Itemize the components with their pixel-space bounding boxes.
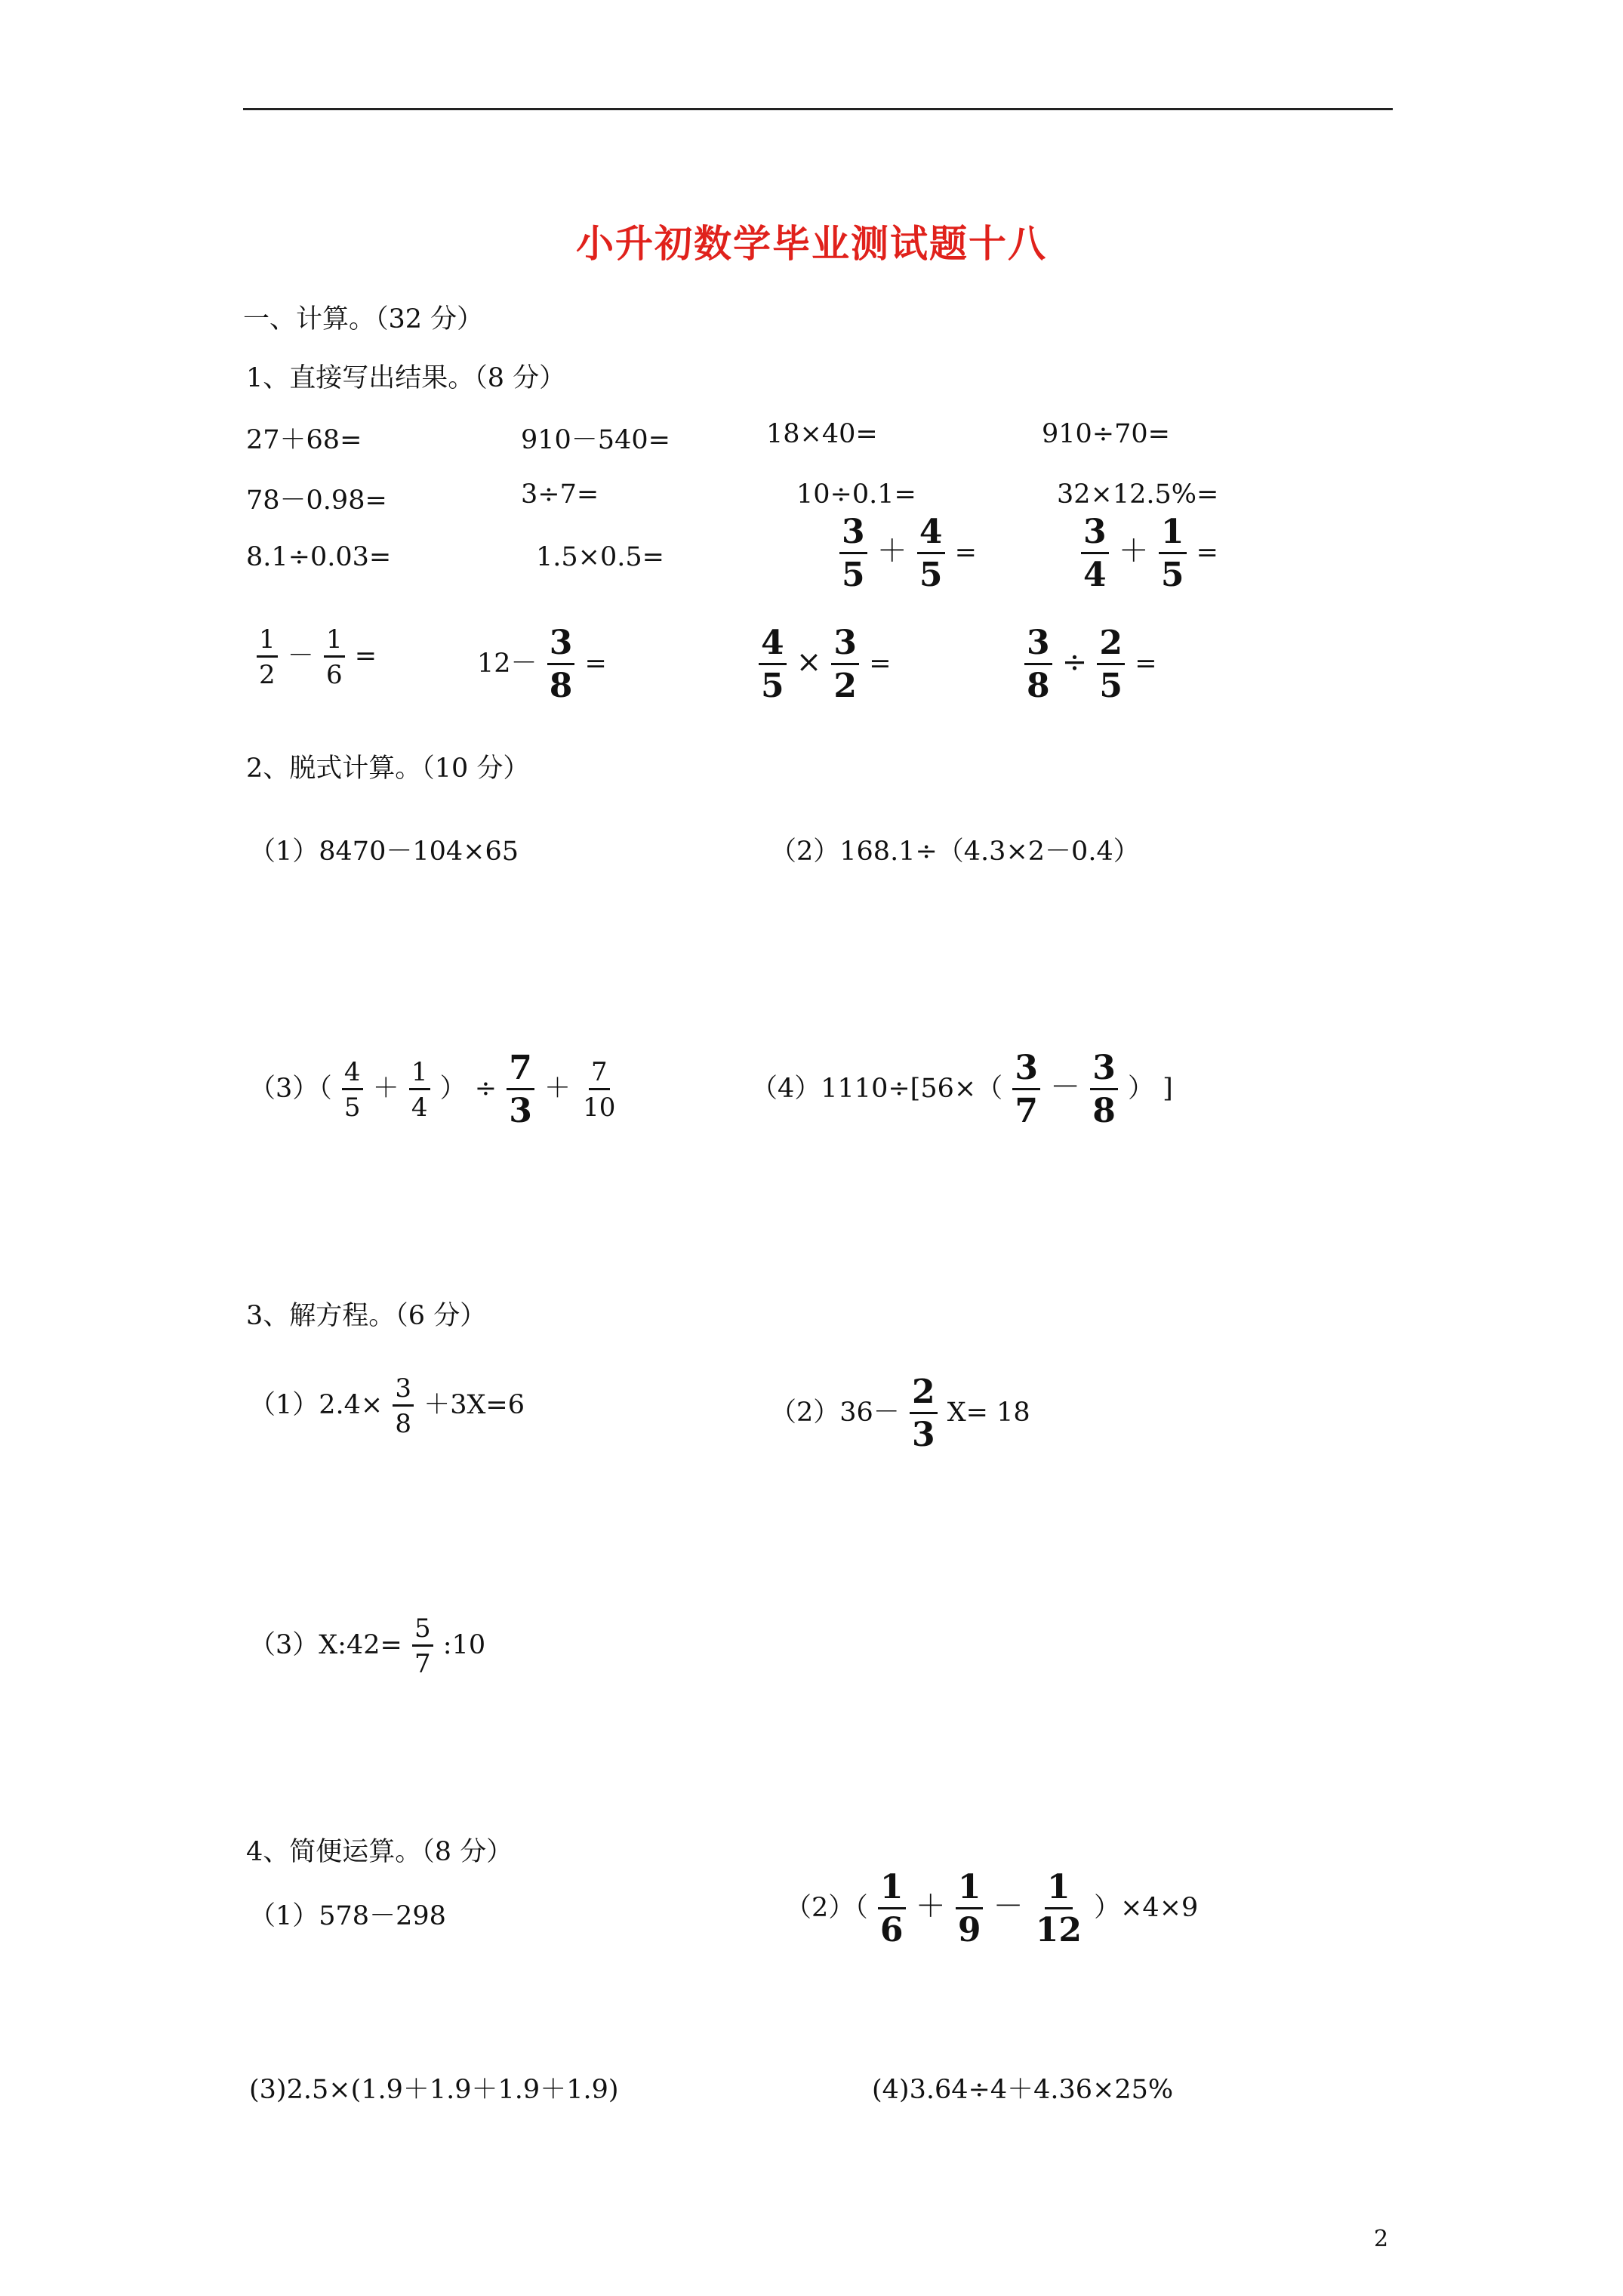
fraction: $\frac{3}{4}$ <box>1081 516 1109 592</box>
header-rule <box>243 108 1393 110</box>
fraction: $\frac{2}{3}$ <box>910 1376 938 1452</box>
q1-item: 3÷7= <box>521 479 599 510</box>
q1-item: 910－540= <box>521 425 670 455</box>
page-number: 2 <box>1374 2226 1389 2252</box>
fraction: $\frac{3}{8}$ <box>393 1376 414 1437</box>
fraction: $\frac{3}{2}$ <box>831 627 859 703</box>
fraction: $\frac{3}{8}$ <box>1090 1052 1118 1128</box>
fraction: $\frac{2}{5}$ <box>1097 627 1125 703</box>
fraction: $\frac{4}{5}$ <box>917 516 945 592</box>
fraction: $\frac{1}{2}$ <box>257 627 278 688</box>
q1-item: 78－0.98= <box>246 485 387 516</box>
fraction: $\frac{1}{4}$ <box>409 1059 430 1120</box>
q2-problem-1: （1）8470－104×65 <box>249 837 519 867</box>
q1-fraction-expression: 12－ $\frac{3}{8}$ = <box>477 624 607 705</box>
q4-problem-1: （1）578－298 <box>249 1901 446 1931</box>
fraction: $\frac{4}{5}$ <box>759 627 787 703</box>
fraction: $\frac{5}{7}$ <box>412 1616 433 1677</box>
q4-problem-3: (3)2.5×(1.9＋1.9＋1.9＋1.9) <box>249 2075 619 2105</box>
q1-heading: 1、直接写出结果。（8 分） <box>246 363 566 393</box>
fraction: $\frac{3}{7}$ <box>1012 1052 1040 1128</box>
q1-item: 910÷70= <box>1042 419 1170 449</box>
q1-fraction-expression: $\frac{3}{8}$ ÷ $\frac{2}{5}$ = <box>1023 627 1157 703</box>
q1-fraction-expression: $\frac{3}{5}$ ＋ $\frac{4}{5}$ = <box>838 516 977 592</box>
q4-problem-2: （2）（ $\frac{1}{6}$ ＋ $\frac{1}{9}$ － $\frac{1}{12}$ ）×4×9 <box>785 1868 1199 1949</box>
q2-heading: 2、脱式计算。（10 分） <box>246 754 530 784</box>
fraction: $\frac{3}{5}$ <box>839 516 867 592</box>
q3-problem-1: （1）2.4× $\frac{3}{8}$ ＋3X=6 <box>249 1373 525 1439</box>
q4-heading: 4、简便运算。（8 分） <box>246 1837 513 1867</box>
q1-fraction-expression: $\frac{3}{4}$ ＋ $\frac{1}{5}$ = <box>1079 516 1218 592</box>
fraction: $\frac{1}{5}$ <box>1159 516 1187 592</box>
fraction: $\frac{1}{6}$ <box>324 627 345 688</box>
q2-problem-2: （2）168.1÷（4.3×2－0.4） <box>770 837 1140 867</box>
q1-item: 32×12.5%= <box>1057 479 1219 510</box>
q1-fraction-expression: $\frac{1}{2}$ － $\frac{1}{6}$ = <box>255 627 377 688</box>
q1-item: 8.1÷0.03= <box>246 542 392 572</box>
q3-problem-3: （3）X:42= $\frac{5}{7}$ :10 <box>249 1613 486 1679</box>
q1-item: 27＋68= <box>246 425 362 455</box>
fraction: $\frac{3}{8}$ <box>547 627 575 703</box>
q2-problem-4: （4）1110÷[56×（ $\frac{3}{7}$ － $\frac{3}{8}$ ） ] <box>751 1049 1173 1130</box>
q1-fraction-expression: $\frac{4}{5}$ × $\frac{3}{2}$ = <box>757 627 892 703</box>
q1-item: 18×40= <box>766 419 878 449</box>
q3-problem-2: （2）36－ $\frac{2}{3}$ X= 18 <box>770 1373 1030 1454</box>
q1-item: 1.5×0.5= <box>536 542 664 572</box>
section-heading-calculation: 一、计算。（32 分） <box>243 304 484 334</box>
fraction: $\frac{3}{8}$ <box>1024 627 1052 703</box>
q1-item: 10÷0.1= <box>796 479 916 510</box>
q4-problem-4: (4)3.64÷4＋4.36×25% <box>872 2075 1174 2105</box>
fraction: $\frac{1}{12}$ <box>1035 1868 1082 1949</box>
q2-problem-3: （3）（ $\frac{4}{5}$ ＋ $\frac{1}{4}$ ） ÷ $\frac{7}{3}$ ＋ $\frac{7}{10}$ <box>249 1052 619 1128</box>
fraction: $\frac{1}{9}$ <box>956 1871 984 1947</box>
fraction: $\frac{7}{10}$ <box>583 1057 616 1123</box>
fraction: $\frac{7}{3}$ <box>507 1052 534 1128</box>
q3-heading: 3、解方程。（6 分） <box>246 1301 487 1331</box>
fraction: $\frac{4}{5}$ <box>342 1059 363 1120</box>
fraction: $\frac{1}{6}$ <box>878 1871 906 1947</box>
page-title: 小升初数学毕业测试题十八 <box>576 221 1047 266</box>
